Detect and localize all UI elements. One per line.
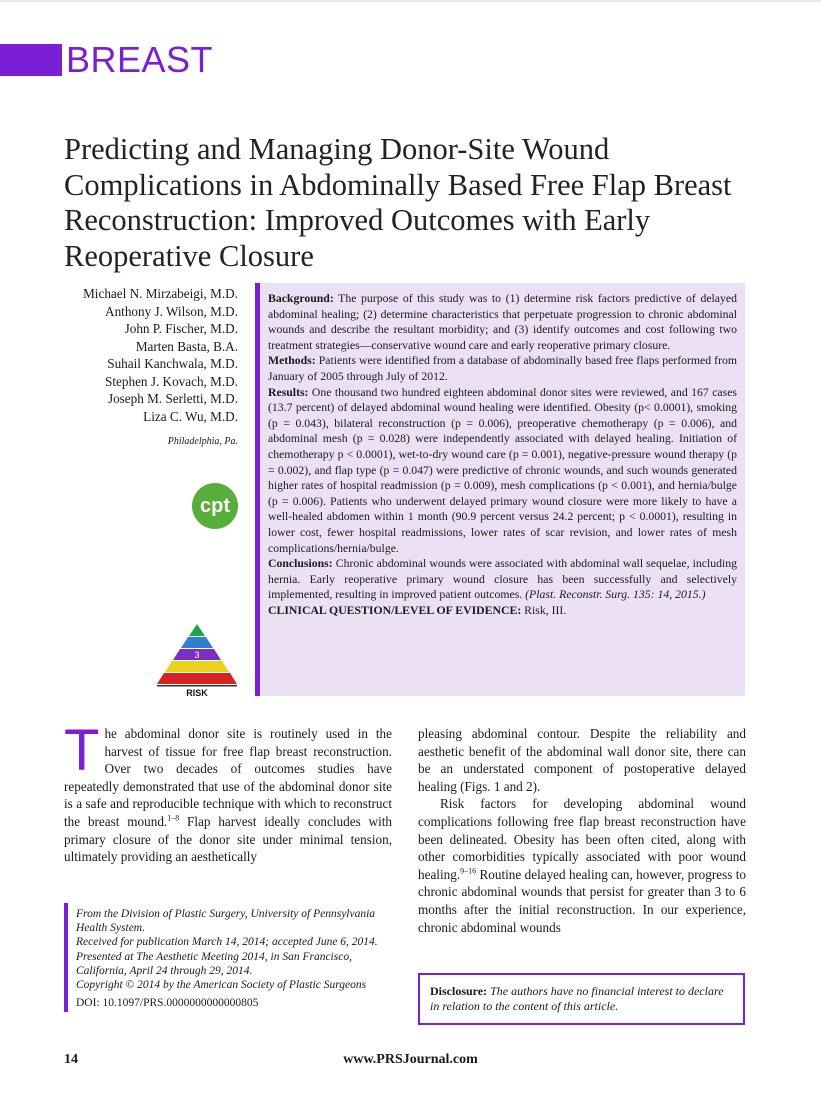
- author: Liza C. Wu, M.D.: [143, 408, 238, 424]
- body-paragraph: [418, 795, 746, 936]
- body-paragraph: [418, 725, 746, 795]
- conclusions-label: Conclusions:: [268, 557, 333, 571]
- journal-website-link[interactable]: www.PRSJournal.com: [343, 1052, 478, 1067]
- author: John P. Fischer, M.D.: [124, 321, 238, 336]
- results-label: Results:: [268, 385, 309, 399]
- author: Michael N. Mirzabeigi, M.D.: [83, 286, 238, 301]
- abstract-results: [268, 385, 737, 557]
- body-text: Risk factors for developing abdominal wound complications following free flap breast reconstruction have been delineated. Obesity has been often cited, along with other comorbidities typically associated with poor wound healing.: [418, 796, 746, 882]
- footnote-copyright: Copyright © 2014 by the American Society of Plastic Surgeons: [76, 979, 367, 992]
- risk-label: RISK: [186, 688, 208, 698]
- author: Stephen J. Kovach, M.D.: [105, 373, 238, 389]
- section-label: BREAST: [66, 39, 214, 80]
- abstract-background: [268, 291, 737, 353]
- citation: (Plast. Reconstr. Surg. 135: 14, 2015.): [525, 588, 706, 602]
- abstract-clinical-question: [268, 603, 737, 619]
- drop-cap: T: [64, 718, 100, 783]
- cpt-badge-icon: cpt: [192, 483, 238, 529]
- methods-text: Patients were identified from a database of abdominally based free flaps performed from January of 2005 through July of 2012.: [268, 354, 738, 383]
- disclosure-text: The authors have no financial interest to declare in relation to the content of this article.: [430, 984, 724, 1013]
- body-column-left: [64, 718, 393, 866]
- methods-label: Methods:: [268, 354, 316, 368]
- author-list: [40, 285, 238, 451]
- risk-level-number: 3: [194, 650, 200, 660]
- disclosure-label: Disclosure:: [430, 984, 488, 998]
- page-number: 14: [64, 1052, 78, 1067]
- article-footnote: [64, 903, 394, 1012]
- background-label: Background:: [268, 292, 334, 305]
- author: Joseph M. Serletti, M.D.: [107, 391, 238, 406]
- abstract-box: [255, 283, 745, 696]
- affiliation-city: Philadelphia, Pa.: [167, 436, 238, 447]
- doi-link[interactable]: DOI: 10.1097/PRS.0000000000000805: [76, 997, 259, 1010]
- body-text: pleasing abdominal contour. Despite the reliability and aesthetic benefit of the abdominal wall donor site, there can be an understated component of postoperative delayed healing (Figs. 1 and 2).: [418, 726, 746, 794]
- footnote-from: From the Division of Plastic Surgery, University of Pennsylvania Health System.: [76, 908, 376, 935]
- disclosure-box: [418, 973, 745, 1025]
- abstract-methods: [268, 353, 737, 384]
- reference-superscript: 1–8: [167, 813, 180, 823]
- clinical-question-label: CLINICAL QUESTION/LEVEL OF EVIDENCE:: [268, 603, 522, 617]
- body-text: he abdominal donor site is routinely used in the harvest of tissue for free flap breast reconstruction. Over two decades of outcomes studies have repeatedly demonstrated that use of the abdominal donor site is a safe and reproducible technique with which to reconstruct the breast mound.: [64, 726, 392, 829]
- reference-superscript: 9–16: [460, 866, 477, 876]
- author: Marten Basta, B.A.: [135, 338, 238, 354]
- risk-pyramid-icon: [156, 622, 238, 698]
- section-color-block: [0, 44, 62, 76]
- clinical-question-text: Risk, III.: [524, 603, 567, 617]
- article-title: Predicting and Managing Donor-Site Wound Complications in Abdominally Based Free Flap Breast Reconstruction: Improved Outcomes with Early Reoperative Closure: [64, 132, 732, 273]
- abstract-conclusions: [268, 556, 737, 603]
- top-rule: [0, 0, 821, 2]
- author: Suhail Kanchwala, M.D.: [107, 356, 238, 371]
- background-text: The purpose of this study was to (1) determine risk factors predictive of delayed abdominal healing; (2) determine characteristics that perpetuate progression to chronic abdominal wounds and describe the resultant morbidity; and (3) identify outcomes and cost following two treatment strategies—conservative wound care and early reoperative primary closure.: [268, 292, 737, 352]
- results-text: One thousand two hundred eighteen abdominal donor sites were reviewed, and 167 cases (13.7 percent) of delayed abdominal wound healing were identified. Obesity (p< 0.0001), smoking (p = 0.043), bilateral reconstruction (p = 0.006), preoperative chemotherapy (p = 0.006), and abdominal mesh (p = 0.028) were independently associated with delayed healing. Initiation of chemotherapy p < 0.0001), wet-to-dry wound care (p = 0.001), negative-pressure wound therapy (p = 0.002), and flap type (p = 0.047) were predictive of chronic wounds, and such wounds generated higher rates of hospital readmission (p = 0.009), mesh complications (p < 0.001), and hernia/bulge (p = 0.006). Patients who underwent delayed primary wound closure were more likely to have a well-healed abdomen within 1 month (90.9 percent versus 24.2 percent; p < 0.0001), resulting in lower cost, fewer hospital readmissions, lower rates of scar revision, and lower rates of mesh complications/hernia/bulge.: [268, 385, 737, 555]
- conclusions-text: Chronic abdominal wounds were associated with abdominal wall sequelae, including hernia. Early reoperative primary wound closure has been successfully and selectively implemented, resulting in improved patient outcomes.: [268, 557, 737, 602]
- body-text: Routine delayed healing can, however, progress to chronic abdominal wounds that persist for greater than 3 to 6 months after the initial reconstruction. In our experience, chronic abdominal wounds: [418, 866, 746, 935]
- section-header: [0, 39, 214, 80]
- footnote-received: Received for publication March 14, 2014; accepted June 6, 2014.: [76, 936, 378, 949]
- body-column-right: [418, 725, 746, 936]
- body-text: Flap harvest ideally concludes with primary closure of the donor site under minimal tension, ultimately providing an aesthetically: [64, 813, 393, 865]
- footnote-presented: Presented at The Aesthetic Meeting 2014, in San Francisco, California, April 24 through 29, 2014.: [76, 950, 352, 977]
- author: Anthony J. Wilson, M.D.: [105, 303, 238, 319]
